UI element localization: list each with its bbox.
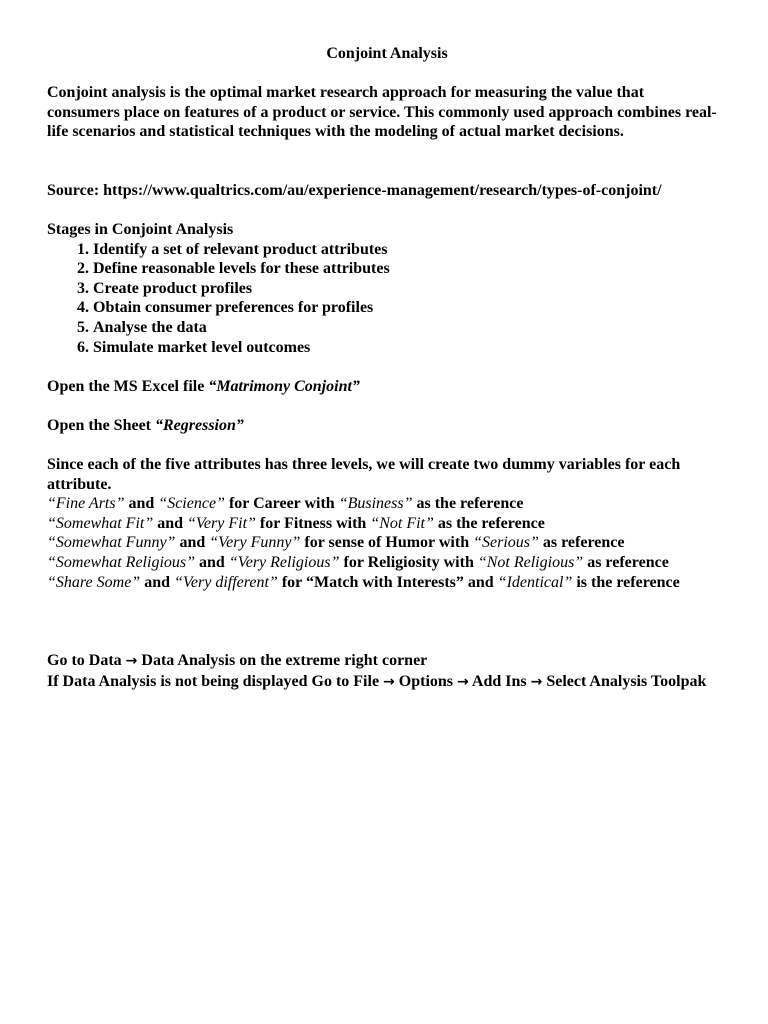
right-arrow-icon: → [530, 673, 543, 690]
sheet-name: “Regression” [155, 417, 244, 434]
if-data-line: If Data Analysis is not being displayed Go to File → Options → Add Ins → Select Analysis Toolpak [47, 672, 707, 690]
attribute-line-religiosity: “Somewhat Religious” and “Very Religious” for Religiosity with “Not Religious” as reference [47, 553, 669, 571]
stages-list [47, 240, 717, 358]
source-paragraph [47, 181, 717, 201]
page-title: Conjoint Analysis [326, 45, 448, 62]
open-file-prefix: Open the MS Excel file [47, 378, 209, 395]
right-arrow-icon: → [457, 673, 469, 690]
right-arrow-icon: → [125, 653, 138, 669]
source-text: Source: https://www.qualtrics.com/au/experience-management/research/types-of-conjoint/ [47, 182, 662, 199]
dummy-intro-text: Since each of the five attributes has three levels, we will create two dummy variables for each attribute. [47, 456, 681, 493]
list-item: 3. Create product profiles [93, 279, 717, 299]
excel-file-name: “Matrimony Conjoint” [208, 378, 360, 395]
right-arrow-icon: → [383, 673, 395, 690]
attribute-line-humor: “Somewhat Funny” and “Very Funny” for sense of Humor with “Serious” as reference [47, 534, 625, 552]
list-item: 1. Identify a set of relevant product attributes [93, 240, 717, 260]
intro-paragraph [47, 83, 717, 142]
attribute-line-fitness: “Somewhat Fit” and “Very Fit” for Fitness with “Not Fit” as the reference [47, 514, 545, 532]
attribute-line-interests: “Share Some” and “Very different” for “Match with Interests” and “Identical” is the reference [47, 573, 680, 591]
list-item: 4. Obtain consumer preferences for profiles [93, 298, 717, 318]
attribute-line-career: “Fine Arts” and “Science” for Career with “Business” as the reference [47, 495, 524, 513]
goto-data-line: Go to Data → Data Analysis on the extreme right corner [47, 652, 428, 669]
stages-section [47, 220, 717, 357]
open-file-paragraph [47, 377, 717, 397]
stages-heading: Stages in Conjoint Analysis [47, 221, 234, 238]
open-sheet-paragraph [47, 416, 717, 436]
list-item: 2. Define reasonable levels for these attributes [93, 259, 717, 279]
list-item: 5. Analyse the data [93, 318, 717, 338]
intro-text: Conjoint analysis is the optimal market research approach for measuring the value that consumers place on features of a product or service. This commonly used approach combines real-life scenarios and statistical techniques with the modeling of actual market decisions. [47, 84, 717, 141]
instructions-section [47, 651, 717, 692]
open-sheet-prefix: Open the Sheet [47, 417, 155, 434]
list-item: 6. Simulate market level outcomes [93, 338, 717, 358]
dummy-variables-section [47, 455, 717, 592]
